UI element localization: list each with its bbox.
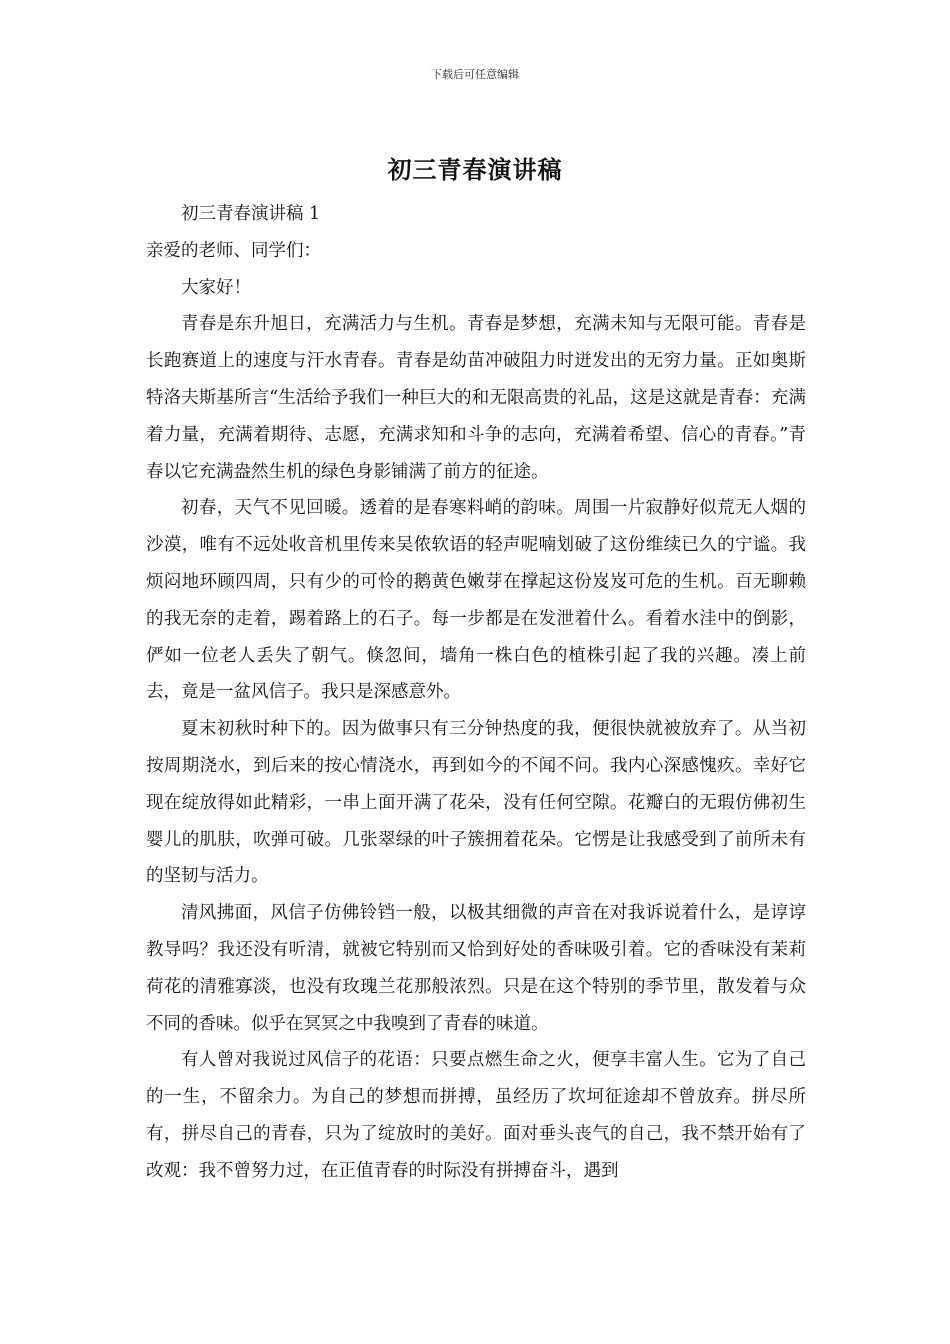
paragraph: 初春，天气不见回暖。透着的是春寒料峭的韵味。周围一片寂静好似荒无人烟的沙漠，唯有不远处收音机里传来吴侬软语的轻声呢喃划破了这份维续已久的宁谧。我烦闷地环顾四周，只有少的可怜的鹅黄色嫩芽在撑起这份岌岌可危的生机。百无聊赖的我无奈的走着，踢着路上的石子。每一步都是在发泄着什么。看着水洼中的倒影，俨如一位老人丢失了朝气。倏忽间，墙角一株白色的植株引起了我的兴趣。凑上前去，竟是一盆风信子。我只是深感意外。 [146, 498, 806, 703]
salutation: 亲爱的老师、同学们： [146, 240, 321, 261]
document-title: 初三青春演讲稿 [387, 155, 563, 184]
paragraph: 夏末初秋时种下的。因为做事只有三分钟热度的我，便很快就被放弃了。从当初按周期浇水，到后来的按心情浇水，再到如今的不闻不问。我内心深感愧疚。幸好它现在绽放得如此精彩，一串上面开满了花朵，没有任何空隙。花瓣白的无瑕仿佛初生婴儿的肌肤，吹弹可破。几张翠绿的叶子簇拥着花朵。它愣是让我感受到了前所未有的坚韧与活力。 [146, 719, 806, 887]
document-body [146, 196, 806, 1190]
paragraph: 青春是东升旭日，充满活力与生机。青春是梦想，充满未知与无限可能。青春是长跑赛道上的速度与汗水青春。青春是幼苗冲破阻力时迸发出的无穷力量。正如奥斯特洛夫斯基所言“生活给予我们一种巨大的和无限高贵的礼品，这是这就是青春：充满着力量，充满着期待、志愿，充满求知和斗争的志向，充满着希望、信心的青春。”青春以它充满盎然生机的绿色身影铺满了前方的征途。 [146, 314, 806, 482]
paragraph: 清风拂面，风信子仿佛铃铛一般，以极其细微的声音在对我诉说着什么，是谆谆教导吗？我还没有听清，就被它特别而又恰到好处的香味吸引着。它的香味没有茉莉荷花的清雅寡淡，也没有玫瑰兰花那般浓烈。只是在这个特别的季节里，散发着与众不同的香味。似乎在冥冥之中我嗅到了青春的味道。 [146, 903, 806, 1034]
subtitle: 初三青春演讲稿 1 [181, 204, 321, 224]
header-note: 下载后可任意编辑 [431, 68, 519, 81]
paragraph: 有人曾对我说过风信子的花语：只要点燃生命之火，便享丰富人生。它为了自己的一生，不留余力。为自己的梦想而拼搏，虽经历了坎坷征途却不曾放弃。拼尽所有，拼尽自己的青春，只为了绽放时的美好。面对垂头丧气的自己，我不禁开始有了改观：我不曾努力过，在正值青春的时际没有拼搏奋斗，遇到 [146, 1050, 806, 1181]
greeting: 大家好！ [181, 277, 251, 298]
